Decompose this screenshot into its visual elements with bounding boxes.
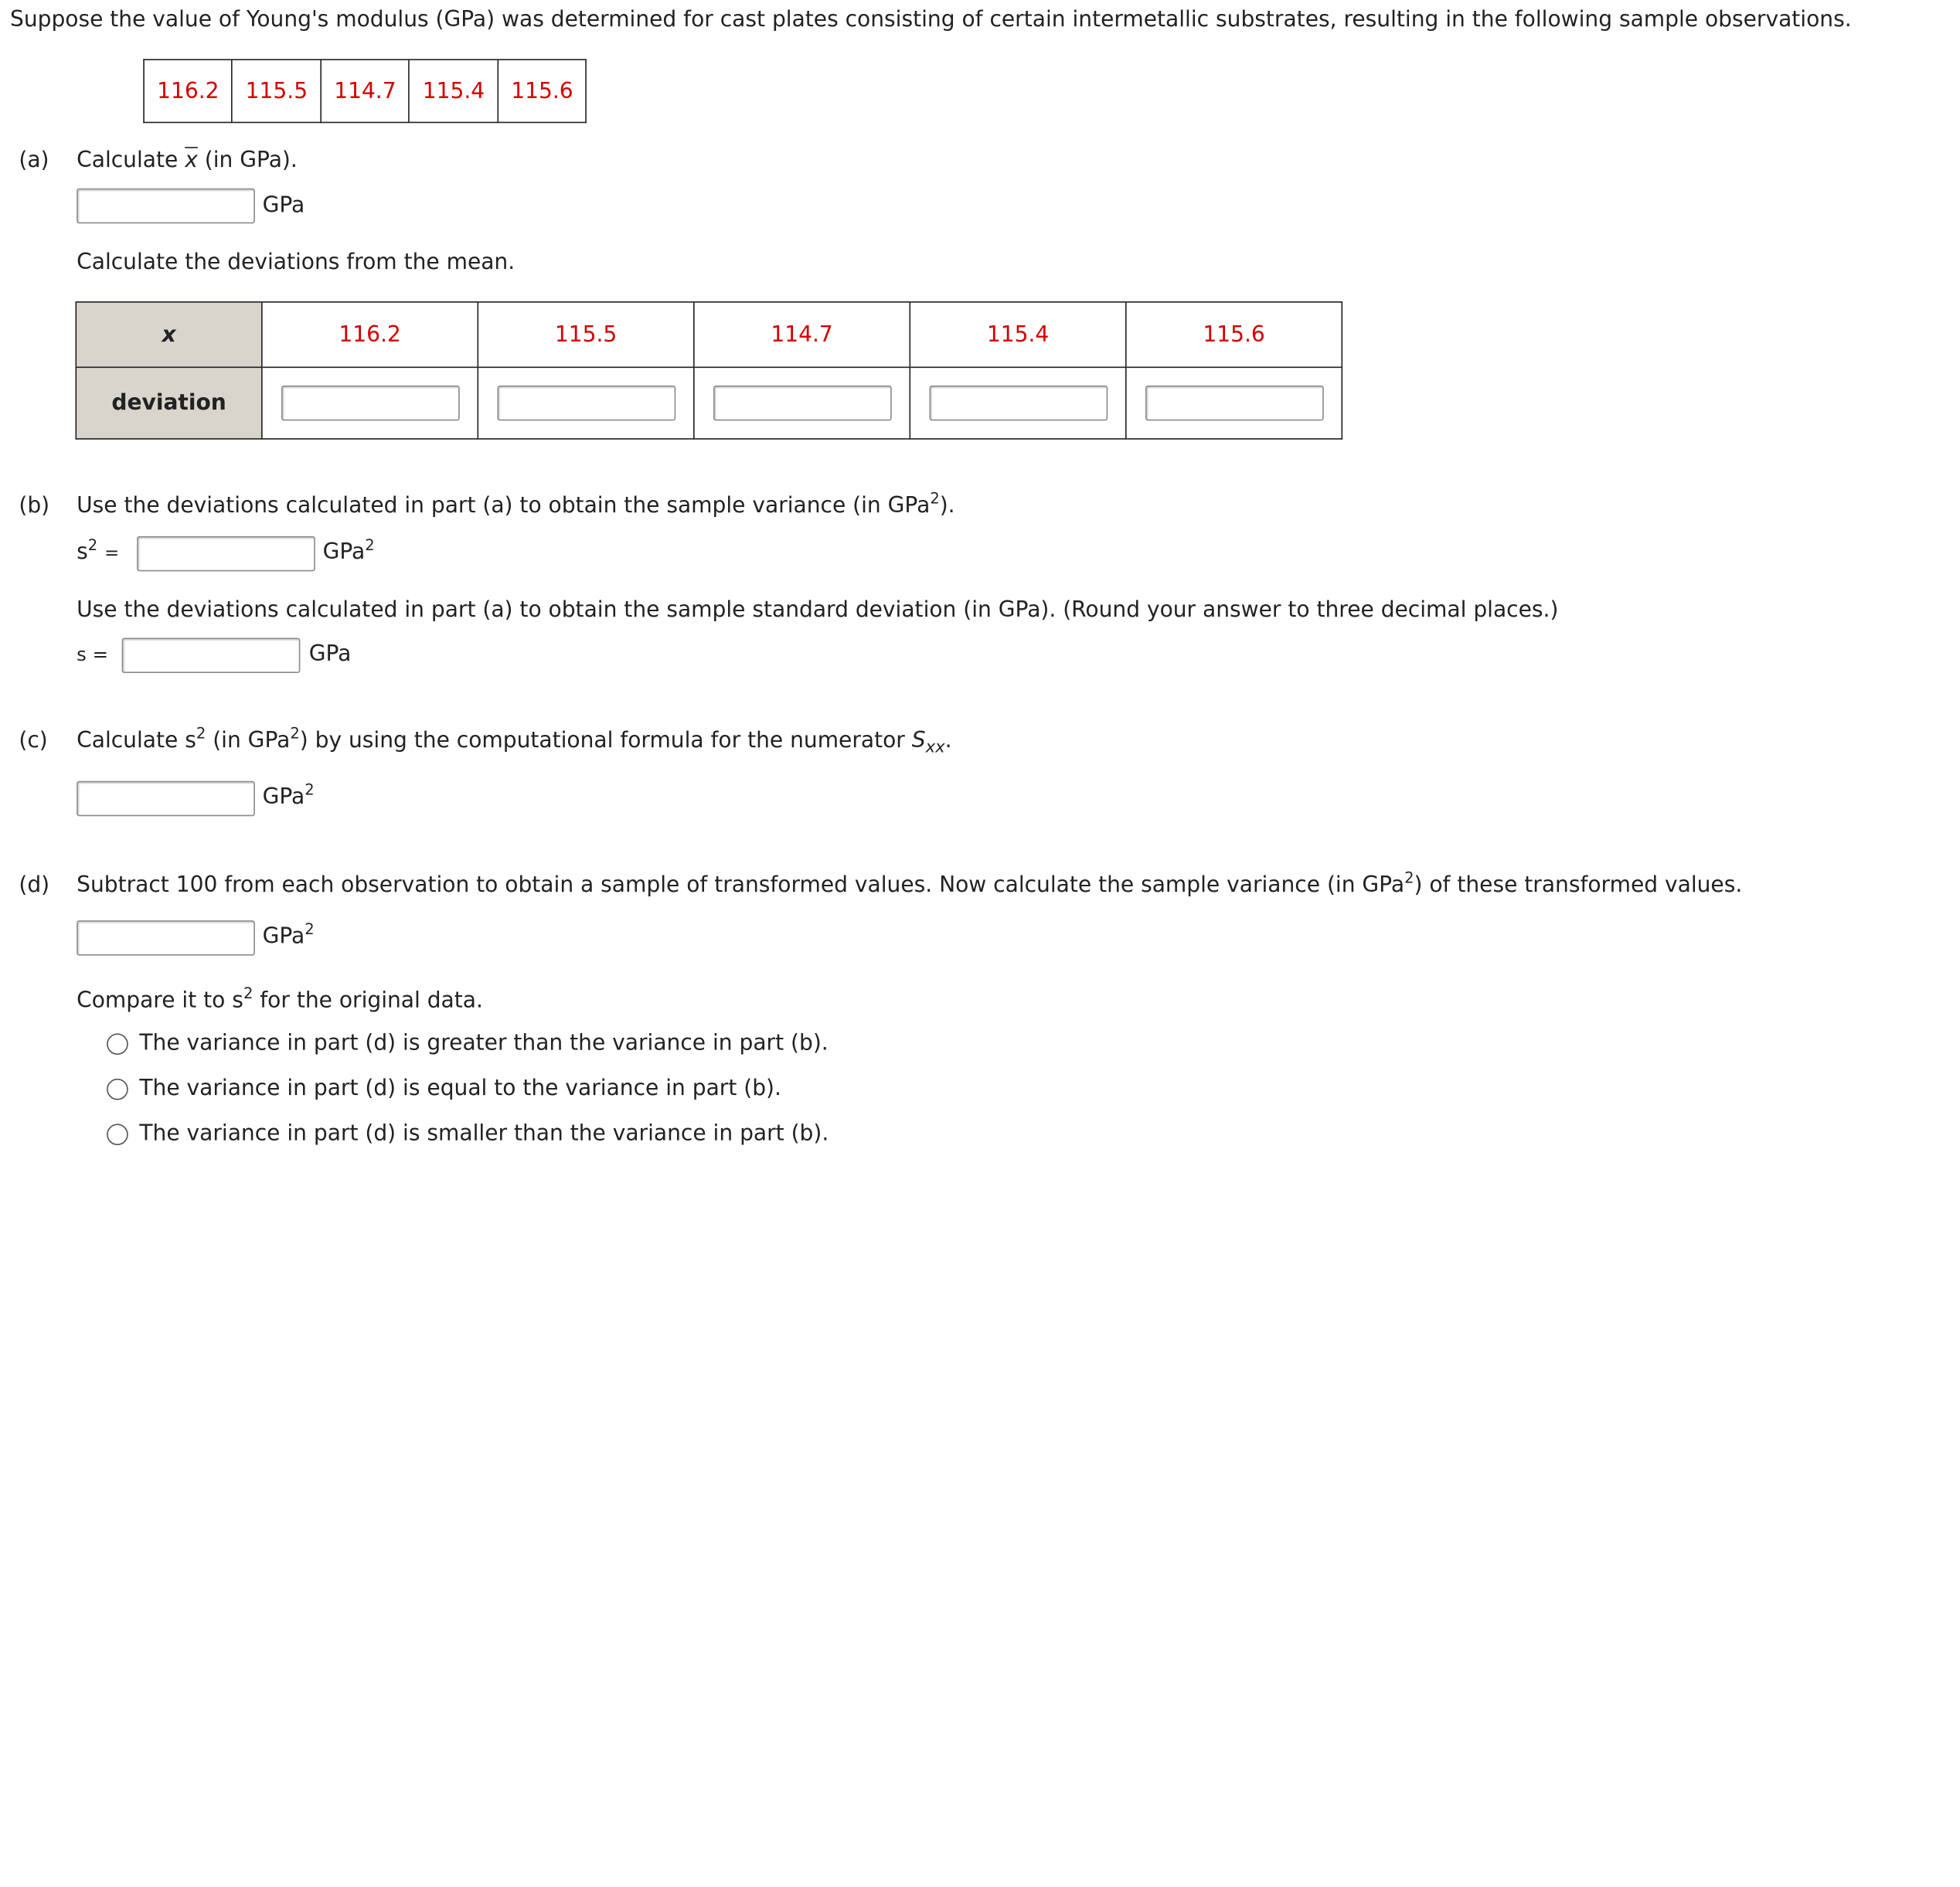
deviation-cell: [262, 367, 478, 439]
part-c-sup-2: 2: [290, 724, 300, 743]
x-value: 115.5: [478, 302, 694, 368]
part-b-text-sup: 2: [930, 489, 940, 508]
x-value: 115.6: [1126, 302, 1342, 368]
deviation-cell: [1126, 367, 1342, 439]
part-b-text-main: Use the deviations calculated in part (a) to obtain the sample variance (in GPa: [77, 493, 931, 519]
sd-prompt: Use the deviations calculated in part (a) to obtain the sample standard deviation (in GPa). (Round your answer to three decimal places.): [77, 597, 1559, 623]
variance-label-sup: 2: [87, 536, 98, 554]
x-value: 114.7: [694, 302, 910, 368]
deviation-input[interactable]: [281, 386, 459, 421]
part-a-text: [77, 148, 298, 174]
sxx-variance-unit: [262, 780, 315, 811]
compare-sup: 2: [243, 984, 254, 1002]
sxx-variance-input[interactable]: [77, 781, 255, 817]
compare-text-post: for the original data.: [253, 988, 483, 1014]
observation-value: 115.4: [410, 60, 499, 122]
deviation-header: deviation: [76, 367, 262, 439]
observation-value: 114.7: [321, 60, 410, 122]
mean-input[interactable]: [77, 189, 255, 224]
x-header: [76, 302, 262, 368]
sd-unit: GPa: [308, 641, 352, 667]
deviation-prompt: Calculate the deviations from the mean.: [77, 250, 516, 275]
sxx-symbol: S: [911, 728, 926, 753]
part-c-text-3: ) by using the computational formula for the numerator: [299, 728, 912, 753]
transformed-variance-unit-text: GPa: [262, 924, 305, 950]
option-smaller-label[interactable]: The variance in part (d) is smaller than the variance in part (b).: [139, 1121, 829, 1147]
radio-option-greater[interactable]: [107, 1033, 128, 1055]
part-c-text-1: Calculate s: [77, 728, 196, 753]
compare-prompt: [77, 984, 483, 1014]
variance-label-s: s: [77, 539, 88, 566]
transformed-variance-unit-sup: 2: [305, 920, 315, 938]
part-a-label: (a): [19, 148, 49, 174]
part-b-text: [77, 489, 955, 519]
deviation-input[interactable]: [497, 386, 675, 421]
option-greater-label[interactable]: The variance in part (d) is greater than the variance in part (b).: [139, 1031, 829, 1056]
observation-value: 115.6: [498, 60, 587, 122]
part-d-text-1: Subtract 100 from each observation to obtain a sample of transformed values. Now calculate the sample variance (in GPa: [77, 872, 1405, 898]
part-d-label: (d): [19, 872, 50, 898]
x-value: 116.2: [262, 302, 478, 368]
transformed-variance-unit: [262, 920, 315, 950]
transformed-variance-input[interactable]: [77, 920, 255, 956]
radio-option-smaller[interactable]: [107, 1124, 128, 1145]
sd-label: s =: [77, 643, 109, 666]
part-d-text-2: ) of these transformed values.: [1414, 872, 1743, 898]
part-c-sup-1: 2: [196, 724, 206, 743]
variance-unit: [322, 536, 375, 566]
radio-option-equal[interactable]: [107, 1079, 128, 1100]
sxx-variance-unit-text: GPa: [262, 784, 305, 811]
question-intro: Suppose the value of Young's modulus (GPa) was determined for cast plates consisting of certain intermetallic substrates, resulting in the following sample observations.: [10, 7, 1852, 33]
observation-value: 116.2: [144, 60, 233, 122]
option-equal-label[interactable]: The variance in part (d) is equal to the variance in part (b).: [139, 1076, 781, 1102]
part-a-text-pre: Calculate: [77, 148, 185, 174]
deviation-cell: [478, 367, 694, 439]
deviation-cell: [910, 367, 1126, 439]
part-c-text: [77, 724, 952, 757]
deviation-input[interactable]: [713, 386, 891, 421]
variance-input[interactable]: [137, 536, 315, 572]
variance-label: [77, 536, 120, 566]
part-b-label: (b): [19, 493, 50, 519]
compare-text-pre: Compare it to s: [77, 988, 243, 1014]
variance-unit-text: GPa: [322, 539, 366, 566]
part-a-text-post: (in GPa).: [197, 148, 298, 174]
observations-table: [143, 59, 587, 123]
x-bar-symbol: $\overline{x}$: [185, 148, 198, 174]
observation-value: 115.5: [233, 60, 322, 122]
deviation-cell: [694, 367, 910, 439]
deviation-input[interactable]: [929, 386, 1108, 421]
deviation-table: [76, 301, 1343, 440]
mean-unit: GPa: [262, 193, 305, 219]
sd-input[interactable]: [122, 638, 301, 674]
part-c-text-2: (in GPa: [206, 728, 291, 753]
part-c-text-4: .: [944, 728, 952, 753]
x-value: 115.4: [910, 302, 1126, 368]
sxx-variance-unit-sup: 2: [305, 780, 315, 799]
part-d-sup: 2: [1404, 869, 1414, 887]
deviation-input[interactable]: [1145, 386, 1323, 421]
part-d-text: [77, 869, 1743, 898]
sxx-subscript: xx: [925, 738, 945, 757]
x-header-text: x: [162, 321, 176, 348]
variance-unit-sup: 2: [365, 536, 375, 554]
part-c-label: (c): [19, 728, 48, 753]
variance-label-eq: =: [104, 543, 120, 564]
part-b-text-end: ).: [939, 493, 955, 519]
